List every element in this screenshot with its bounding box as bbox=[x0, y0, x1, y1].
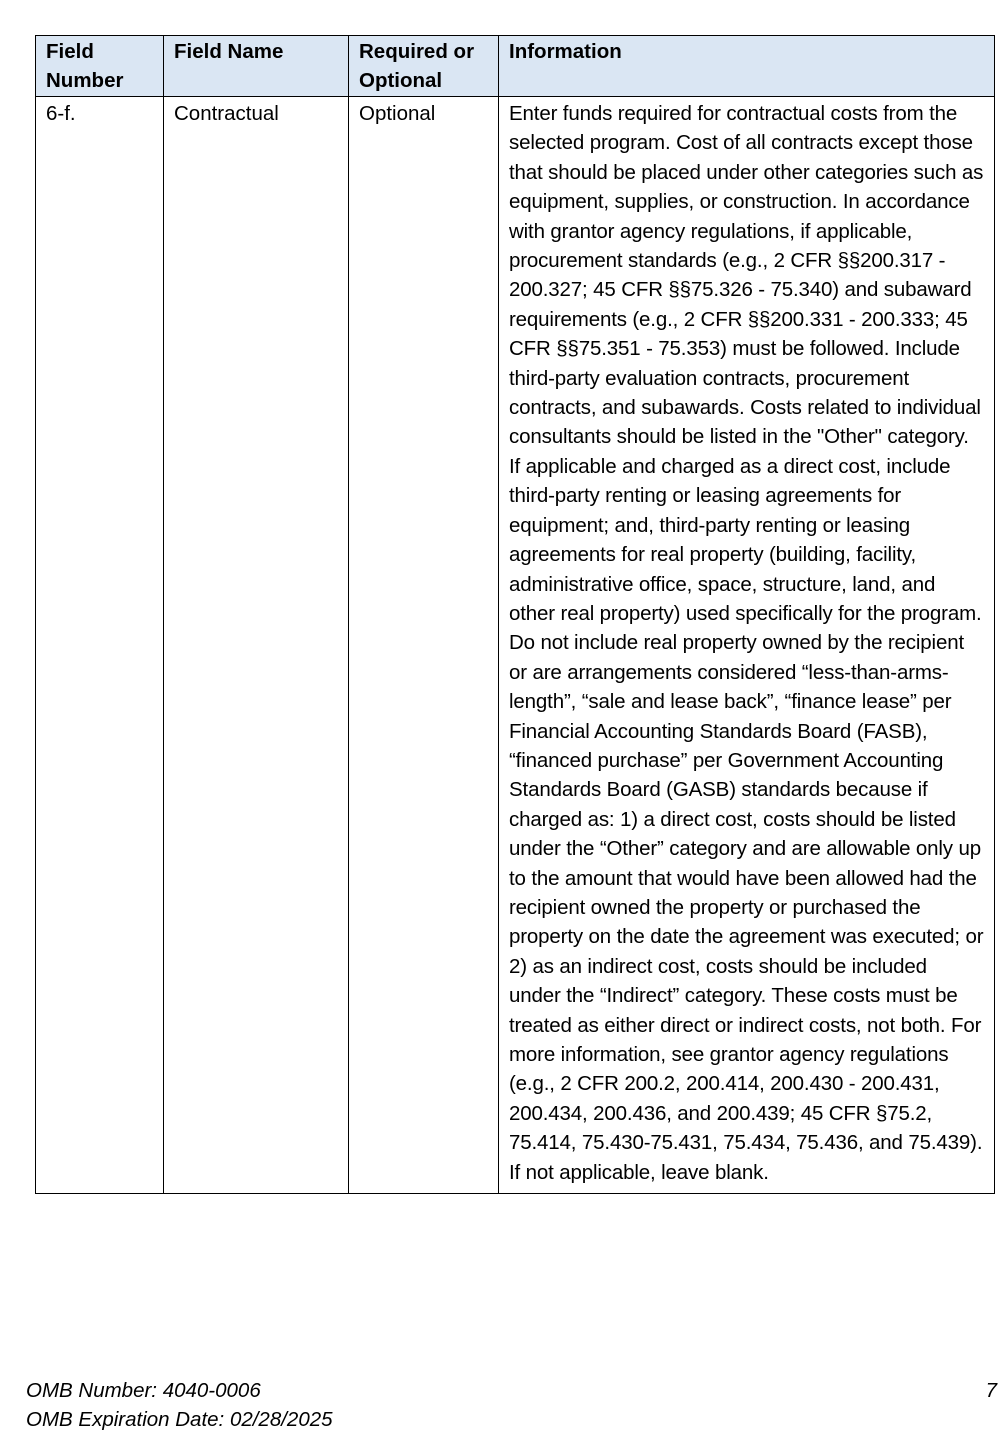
header-required-optional: Required or Optional bbox=[349, 36, 499, 97]
page-number: 7 bbox=[985, 1379, 997, 1402]
cell-required-optional: Optional bbox=[349, 97, 499, 1194]
omb-number: OMB Number: 4040-0006 bbox=[26, 1379, 261, 1402]
header-field-name: Field Name bbox=[164, 36, 349, 97]
page-footer bbox=[26, 1376, 998, 1434]
cell-information: Enter funds required for contractual costs from the selected program. Cost of all contracts except those that should be placed under other categories such as equipment, supplies, or construction. In accordance with grantor agency regulations, if applicable, procurement standards (e.g., 2 CFR §§200.317 - 200.327; 45 CFR §§75.326 - 75.340) and subaward requirements (e.g., 2 CFR §§200.331 - 200.333; 45 CFR §§75.351 - 75.353) must be followed. Include third-party evaluation contracts, procurement contracts, and subawards. Costs related to individual consultants should be listed in the "Other" category. If applicable and charged as a direct cost, include third-party renting or leasing agreements for equipment; and, third-party renting or leasing agreements for real property (building, facility, administrative office, space, structure, land, and other real property) used specifically for the program. Do not include real property owned by the recipient or are arrangements considered “less-than-arms-length”, “sale and lease back”, “finance lease” per Financial Accounting Standards Board (FASB), “financed purchase” per Government Accounting Standards Board (GASB) standards because if charged as: 1) a direct cost, costs should be listed under the “Other” category and are allowable only up to the amount that would have been allowed had the recipient owned the property or purchased the property on the date the agreement was executed; or 2) as an indirect cost, costs should be included under the “Indirect” category. These costs must be treated as either direct or indirect costs, not both. For more information, see grantor agency regulations (e.g., 2 CFR 200.2, 200.414, 200.430 - 200.431, 200.434, 200.436, and 200.439; 45 CFR §75.2, 75.414, 75.430-75.431, 75.434, 75.436, and 75.439). If not applicable, leave blank. bbox=[499, 97, 995, 1194]
omb-expiration-date: OMB Expiration Date: 02/28/2025 bbox=[26, 1408, 333, 1431]
header-information: Information bbox=[499, 36, 995, 97]
cell-field-number: 6-f. bbox=[36, 97, 164, 1194]
cell-field-name: Contractual bbox=[164, 97, 349, 1194]
table-body bbox=[36, 97, 995, 1194]
header-row bbox=[36, 36, 995, 97]
table-row bbox=[36, 97, 995, 1194]
header-field-number: Field Number bbox=[36, 36, 164, 97]
field-instructions-table bbox=[35, 35, 995, 1194]
table-header bbox=[36, 36, 995, 97]
